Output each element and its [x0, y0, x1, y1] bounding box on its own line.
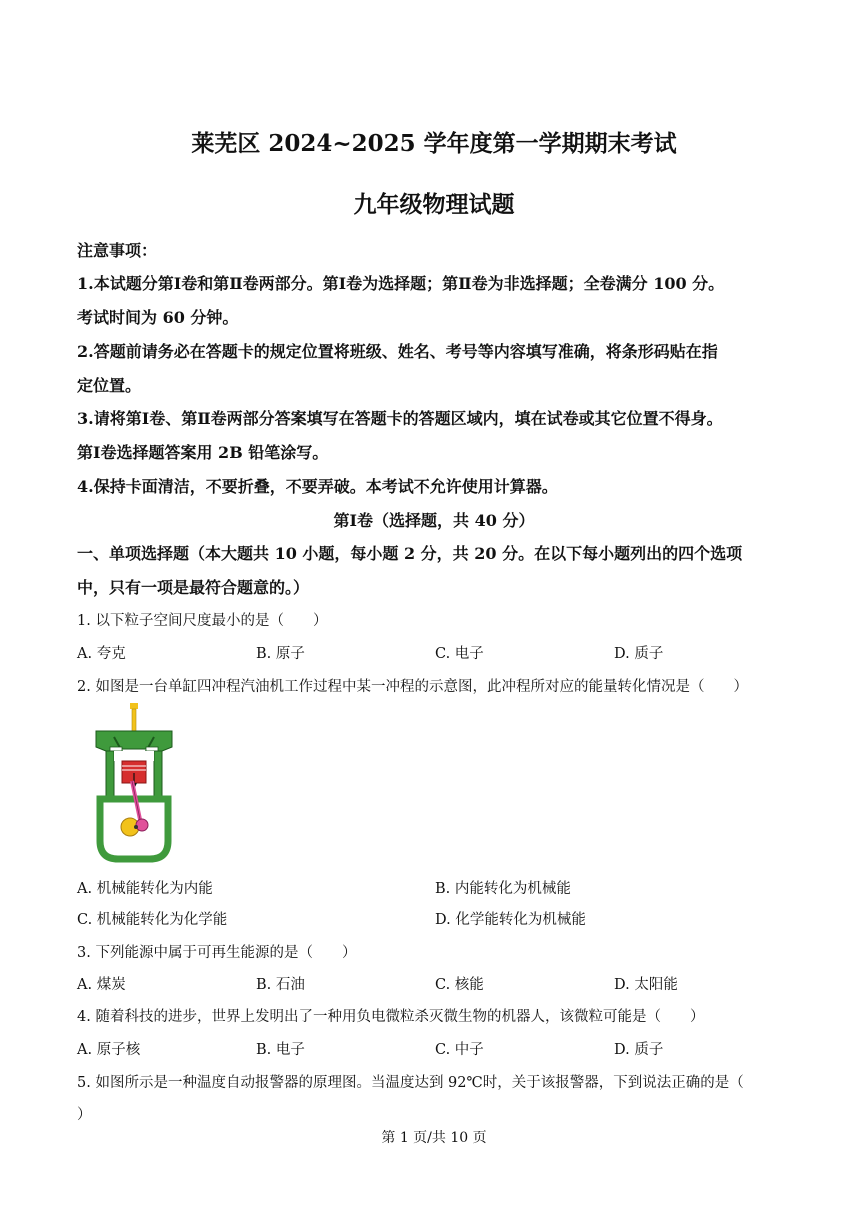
- engine-diagram: [92, 703, 177, 863]
- question-2-stem: 2. 如图是一台单缸四冲程汽油机工作过程中某一冲程的示意图，此冲程所对应的能量转化情况是（ ）: [77, 679, 748, 695]
- question-3-option-d: D. 太阳能: [614, 977, 678, 993]
- question-5-stem-continued: ）: [77, 1107, 92, 1123]
- note-line: 第Ⅰ卷选择题答案用 2B 铅笔涂写。: [77, 443, 329, 462]
- spark-plug-tip: [130, 703, 138, 709]
- section-intro: 中，只有一项是最符合题意的。）: [77, 578, 310, 597]
- spark-plug: [132, 709, 136, 731]
- question-3-option-c: C. 核能: [435, 977, 484, 993]
- crank-pin: [136, 819, 148, 831]
- question-3-option-a: A. 煤炭: [77, 977, 126, 993]
- question-4-option-b: B. 电子: [256, 1042, 305, 1058]
- question-1-option-d: D. 质子: [614, 646, 664, 662]
- question-4-option-d: D. 质子: [614, 1042, 664, 1058]
- question-2-option-b: B. 内能转化为机械能: [435, 881, 571, 897]
- page-footer: 第 1 页/共 10 页: [381, 1130, 487, 1146]
- question-4-option-c: C. 中子: [435, 1042, 484, 1058]
- question-5-stem: 5. 如图所示是一种温度自动报警器的原理图。当温度达到 92℃时，关于该报警器，下到说法正确的是（: [77, 1075, 744, 1091]
- question-4-stem: 4. 随着科技的进步，世界上发明出了一种用负电微粒杀灭微生物的机器人，该微粒可能是（ ）: [77, 1009, 705, 1025]
- note-line: 4.保持卡面清洁，不要折叠，不要弄破。本考试不允许使用计算器。: [77, 477, 558, 496]
- notes-heading: 注意事项：: [77, 241, 158, 260]
- question-1-option-b: B. 原子: [256, 646, 305, 662]
- note-line: 3.请将第Ⅰ卷、第Ⅱ卷两部分答案填写在答题卡的答题区域内，填在试卷或其它位置不得身。: [77, 409, 723, 428]
- question-1-option-a: A. 夸克: [77, 646, 126, 662]
- note-line: 1.本试题分第Ⅰ卷和第Ⅱ卷两部分。第Ⅰ卷为选择题；第Ⅱ卷为非选择题；全卷满分 100 分。: [77, 274, 725, 293]
- note-line: 考试时间为 60 分钟。: [77, 308, 239, 327]
- note-line: 定位置。: [77, 376, 142, 395]
- section-title: 第Ⅰ卷（选择题，共 40 分）: [333, 511, 535, 530]
- exam-subtitle: 九年级物理试题: [353, 191, 515, 218]
- question-3-option-b: B. 石油: [256, 977, 305, 993]
- section-intro: 一、单项选择题（本大题共 10 小题，每小题 2 分，共 20 分。在以下每小题列出的四个选项: [77, 544, 743, 563]
- question-1-stem: 1. 以下粒子空间尺度最小的是（ ）: [77, 613, 328, 629]
- cylinder-wall-right: [154, 751, 162, 799]
- question-4-option-a: A. 原子核: [77, 1042, 141, 1058]
- question-3-stem: 3. 下列能源中属于可再生能源的是（ ）: [77, 945, 357, 961]
- question-1-option-c: C. 电子: [435, 646, 484, 662]
- question-2-option-a: A. 机械能转化为内能: [77, 881, 213, 897]
- question-2-option-c: C. 机械能转化为化学能: [77, 912, 228, 928]
- note-line: 2.答题前请务必在答题卡的规定位置将班级、姓名、考号等内容填写准确，将条形码贴在指: [77, 342, 718, 361]
- exam-title: 莱芜区 2024~2025 学年度第一学期期末考试: [191, 130, 677, 157]
- question-2-option-d: D. 化学能转化为机械能: [435, 912, 586, 928]
- cylinder-wall-left: [106, 751, 114, 799]
